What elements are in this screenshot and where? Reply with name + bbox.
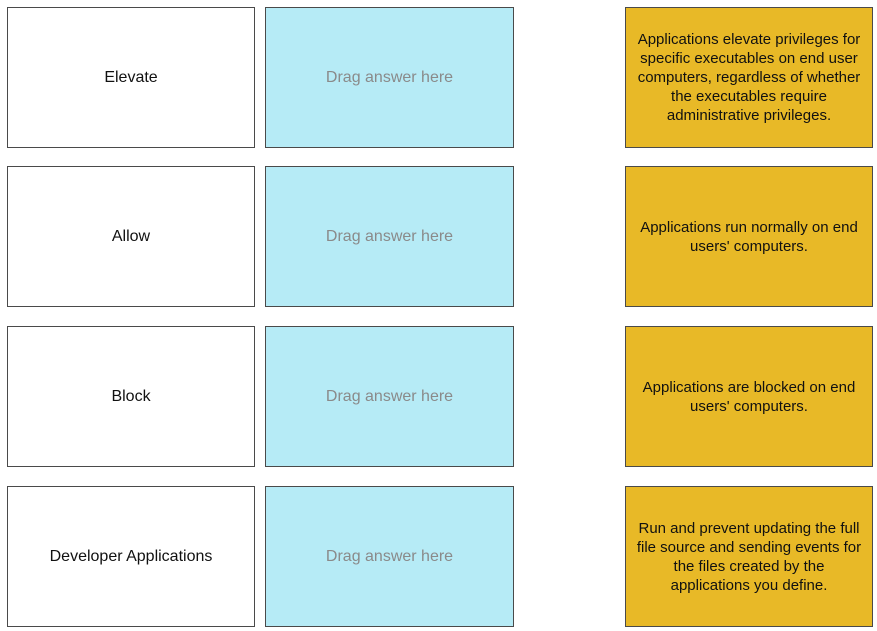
answer-text: Applications elevate privileges for specific executables on end user computers, regardless of whether the executables require administrative privileges. xyxy=(637,31,861,124)
answer-text: Applications are blocked on end users' computers. xyxy=(642,378,856,415)
term-label: Block xyxy=(111,387,151,405)
term-elevate xyxy=(7,7,255,148)
answer-text: Run and prevent updating the full file source and sending events for the files created by the applications you define. xyxy=(636,519,862,594)
answer-card-run-prevent-updating[interactable] xyxy=(625,486,873,627)
term-label: Allow xyxy=(111,227,151,245)
drop-zone-placeholder: Drag answer here xyxy=(325,68,454,86)
term-developer-applications xyxy=(7,486,255,627)
answer-card-elevate-privileges[interactable] xyxy=(625,7,873,148)
drop-zone-block[interactable] xyxy=(265,326,514,467)
drop-zone-elevate[interactable] xyxy=(265,7,514,148)
answer-card-run-normally[interactable] xyxy=(625,166,873,307)
drop-zone-allow[interactable] xyxy=(265,166,514,307)
term-label: Developer Applications xyxy=(49,547,213,565)
term-label: Elevate xyxy=(104,68,158,86)
drop-zone-placeholder: Drag answer here xyxy=(325,547,454,565)
drop-zone-developer-applications[interactable] xyxy=(265,486,514,627)
term-allow xyxy=(7,166,255,307)
answer-card-blocked[interactable] xyxy=(625,326,873,467)
answer-text: Applications run normally on end users' computers. xyxy=(640,218,858,255)
drop-zone-placeholder: Drag answer here xyxy=(325,227,454,245)
term-block xyxy=(7,326,255,467)
drop-zone-placeholder: Drag answer here xyxy=(325,387,454,405)
